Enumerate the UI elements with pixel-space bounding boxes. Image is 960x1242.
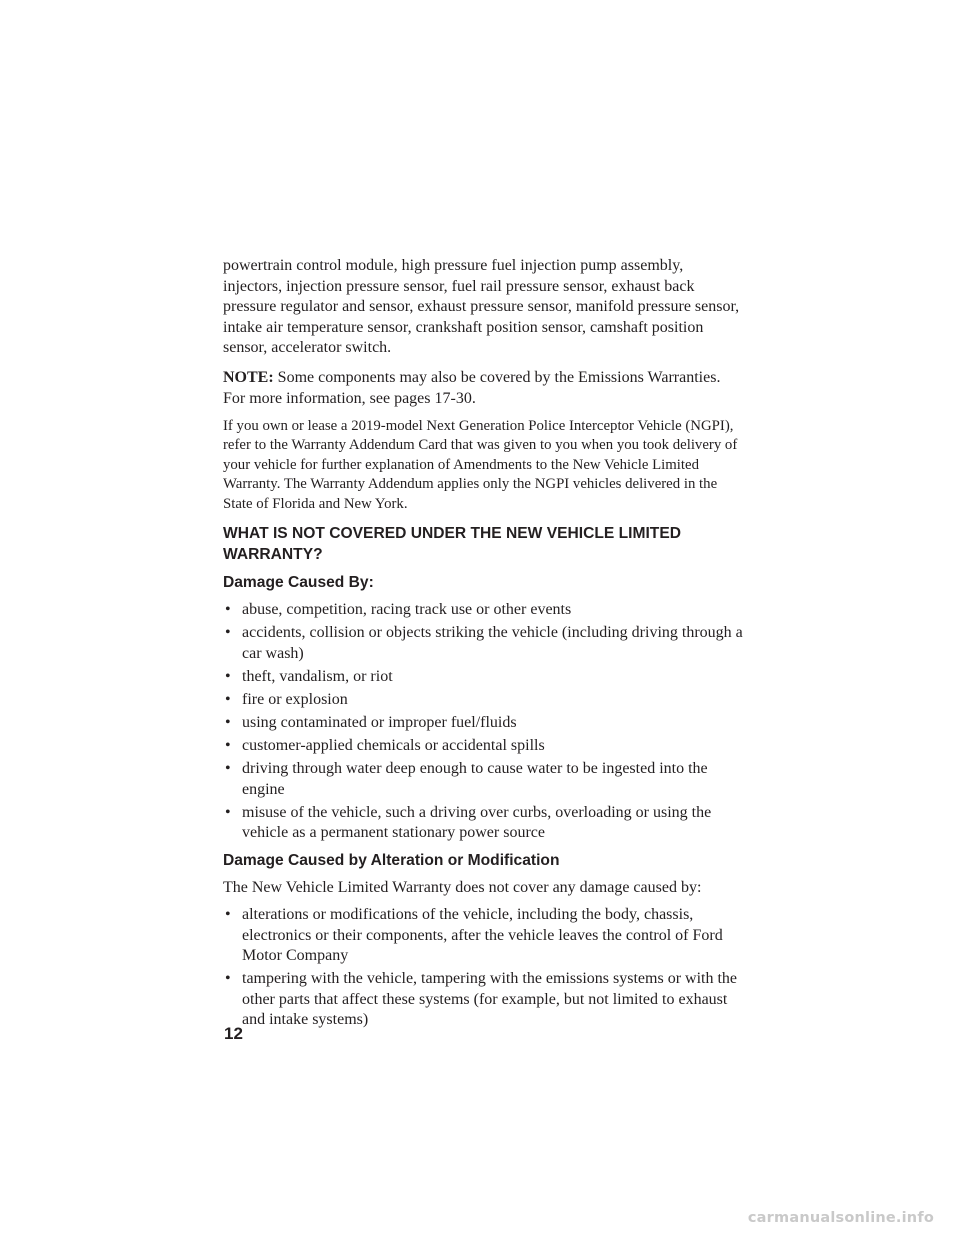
bullet-icon: • [225, 601, 231, 618]
list-item [223, 803, 743, 844]
list-item-text: abuse, competition, racing track use or other events [242, 601, 572, 618]
damage-heading: Damage Caused By: [223, 574, 374, 591]
list-item-text: alterations or modifications of the vehicle, including the body, chassis, electronics or their components, after the vehicle leaves the control of Ford Motor Company [242, 906, 723, 965]
note-text: Some components may also be covered by the Emissions Warranties. For more information, see pages 17-30. [223, 368, 721, 407]
page-number: 12 [224, 1024, 243, 1043]
list-item-text: misuse of the vehicle, such a driving over curbs, overloading or using the vehicle as a permanent stationary power source [242, 803, 712, 842]
alteration-heading: Damage Caused by Alteration or Modification [223, 851, 560, 869]
bullet-icon: • [225, 624, 231, 642]
list-item [223, 905, 743, 967]
list-item-text: tampering with the vehicle, tampering with the emissions systems or with the other parts that affect these systems (for example, but not limited to exhaust and intake systems) [242, 970, 738, 1029]
list-item [223, 759, 743, 800]
note-label: NOTE: [223, 368, 274, 386]
list-item [223, 713, 743, 734]
bullet-icon: • [225, 667, 231, 685]
alteration-intro: The New Vehicle Limited Warranty does not cover any damage caused by: [223, 878, 702, 896]
list-item [223, 736, 743, 757]
list-item-text: customer-applied chemicals or accidental spills [242, 736, 545, 754]
ngpi-paragraph: If you own or lease a 2019-model Next Generation Police Interceptor Vehicle (NGPI), refer to the Warranty Addendum Card that was given to you when you took delivery of your vehicle for further explanation of Amendments to the New Vehicle Limited Warranty. The Warranty Addendum applies only the NGPI vehicles delivered in the State of Florida and New York. [223, 417, 738, 512]
bullet-icon: • [225, 760, 231, 778]
alteration-list [223, 905, 743, 1031]
list-item-text: accidents, collision or objects striking the vehicle (including driving through a car wash) [242, 624, 743, 662]
list-item-text: driving through water deep enough to cause water to be ingested into the engine [242, 760, 708, 798]
list-item-text: fire or explosion [242, 690, 348, 708]
bullet-icon: • [225, 736, 231, 754]
list-item [223, 600, 743, 621]
bullet-icon: • [225, 690, 231, 708]
list-item [223, 969, 743, 1031]
section-heading: WHAT IS NOT COVERED UNDER THE NEW VEHICLE LIMITED WARRANTY? [223, 525, 681, 563]
watermark: carmanualsonline.info [747, 1210, 934, 1226]
continued-paragraph: powertrain control module, high pressure fuel injection pump assembly, injectors, injection pressure sensor, fuel rail pressure sensor, exhaust back pressure regulator and sensor, exhaust pressure sensor, manifold pressure sensor, intake air temperature sensor, crankshaft position sensor, camshaft position sensor, accelerator switch. [223, 257, 740, 356]
note-paragraph [223, 367, 743, 409]
list-item [223, 623, 743, 664]
list-item [223, 690, 743, 711]
bullet-icon: • [225, 906, 231, 924]
list-item-text: theft, vandalism, or riot [242, 667, 393, 685]
page-content [223, 256, 743, 1037]
bullet-icon: • [225, 713, 231, 731]
bullet-icon: • [225, 970, 231, 988]
list-item [223, 667, 743, 688]
damage-list [223, 600, 743, 844]
list-item-text: using contaminated or improper fuel/fluids [242, 713, 517, 731]
bullet-icon: • [225, 803, 231, 821]
